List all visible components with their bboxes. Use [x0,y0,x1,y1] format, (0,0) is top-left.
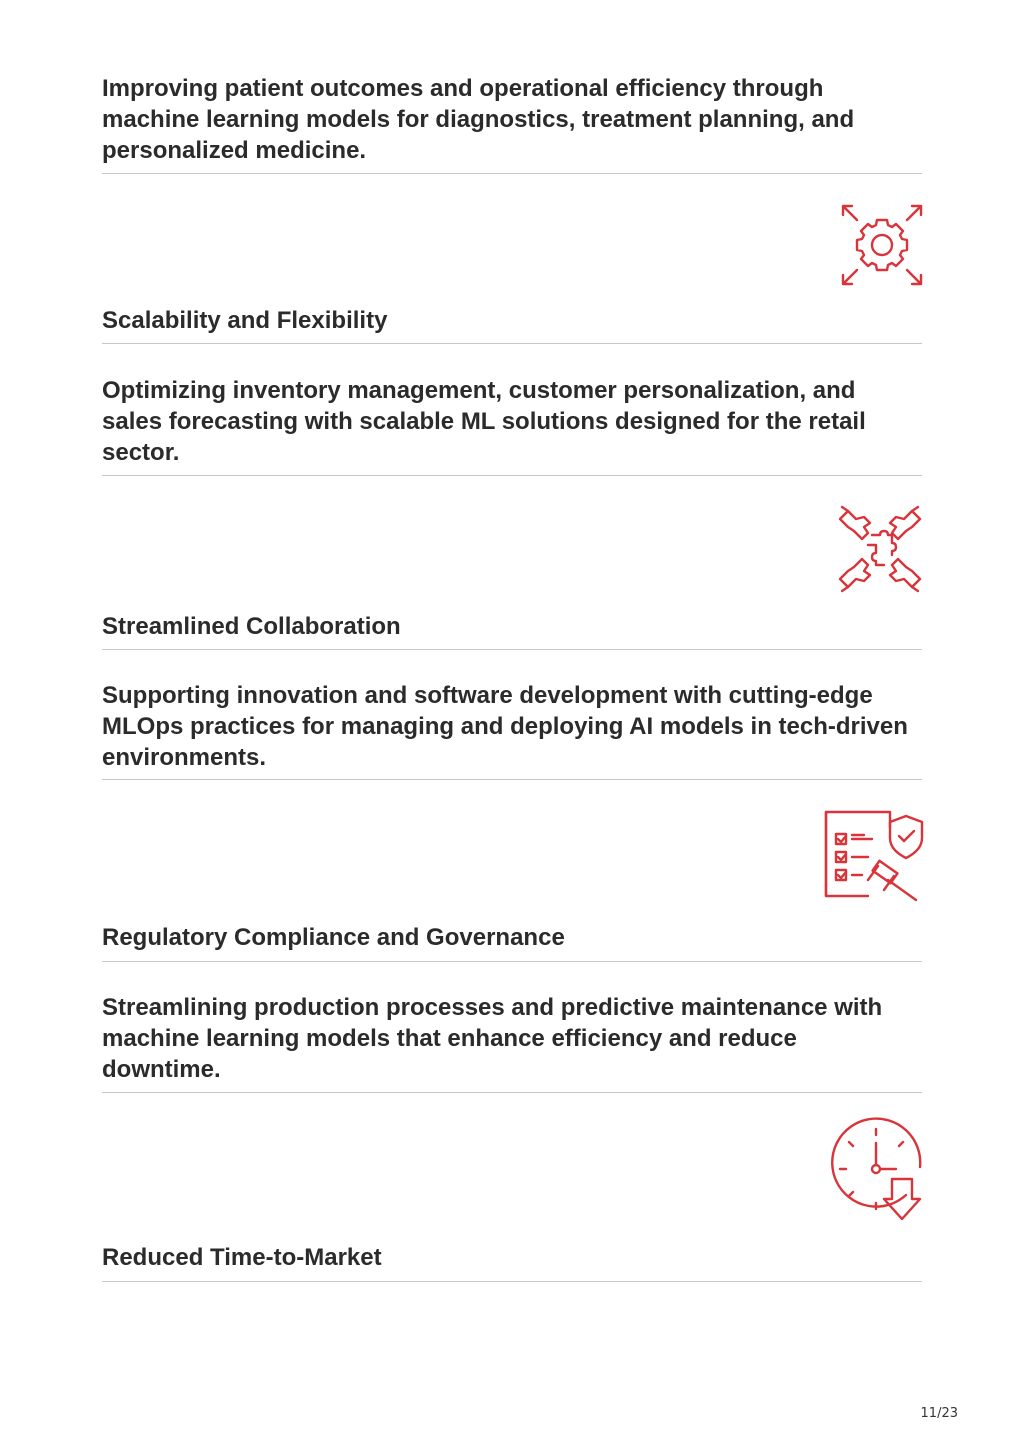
divider [102,173,922,174]
description-text: Optimizing inventory management, customer personalization, and sales forecasting with scalable ML solutions designed for the retail sector. [102,377,866,466]
divider [102,1281,922,1282]
compliance-checklist-icon [824,810,924,904]
description-block [102,73,922,166]
description-text: Improving patient outcomes and operational efficiency through machine learning models for diagnostics, treatment planning, and personalized medicine. [102,75,855,164]
description-text: Streamlining production processes and predictive maintenance with machine learning models that enhance efficiency and reduce downtime. [102,994,883,1083]
divider [102,779,922,780]
stopwatch-down-icon [830,1123,926,1223]
collaboration-hands-icon [836,505,924,593]
page-number: 11/23 [920,1406,958,1421]
section-heading: Scalability and Flexibility [102,307,388,334]
section-heading: Streamlined Collaboration [102,613,401,640]
description-block [102,375,922,468]
divider [102,475,922,476]
section-heading-block [102,923,922,953]
section-heading-block [102,612,922,642]
divider [102,649,922,650]
description-block [102,680,922,773]
section-heading: Regulatory Compliance and Governance [102,924,565,951]
divider [102,343,922,344]
gear-expand-icon [840,203,924,287]
section-heading-block [102,306,922,336]
description-text: Supporting innovation and software development with cutting-edge MLOps practices for managing and deploying AI models in tech-driven environments. [102,682,908,771]
description-block [102,992,922,1085]
section-heading-block [102,1243,922,1273]
divider [102,1092,922,1093]
divider [102,961,922,962]
section-heading: Reduced Time-to-Market [102,1244,382,1271]
